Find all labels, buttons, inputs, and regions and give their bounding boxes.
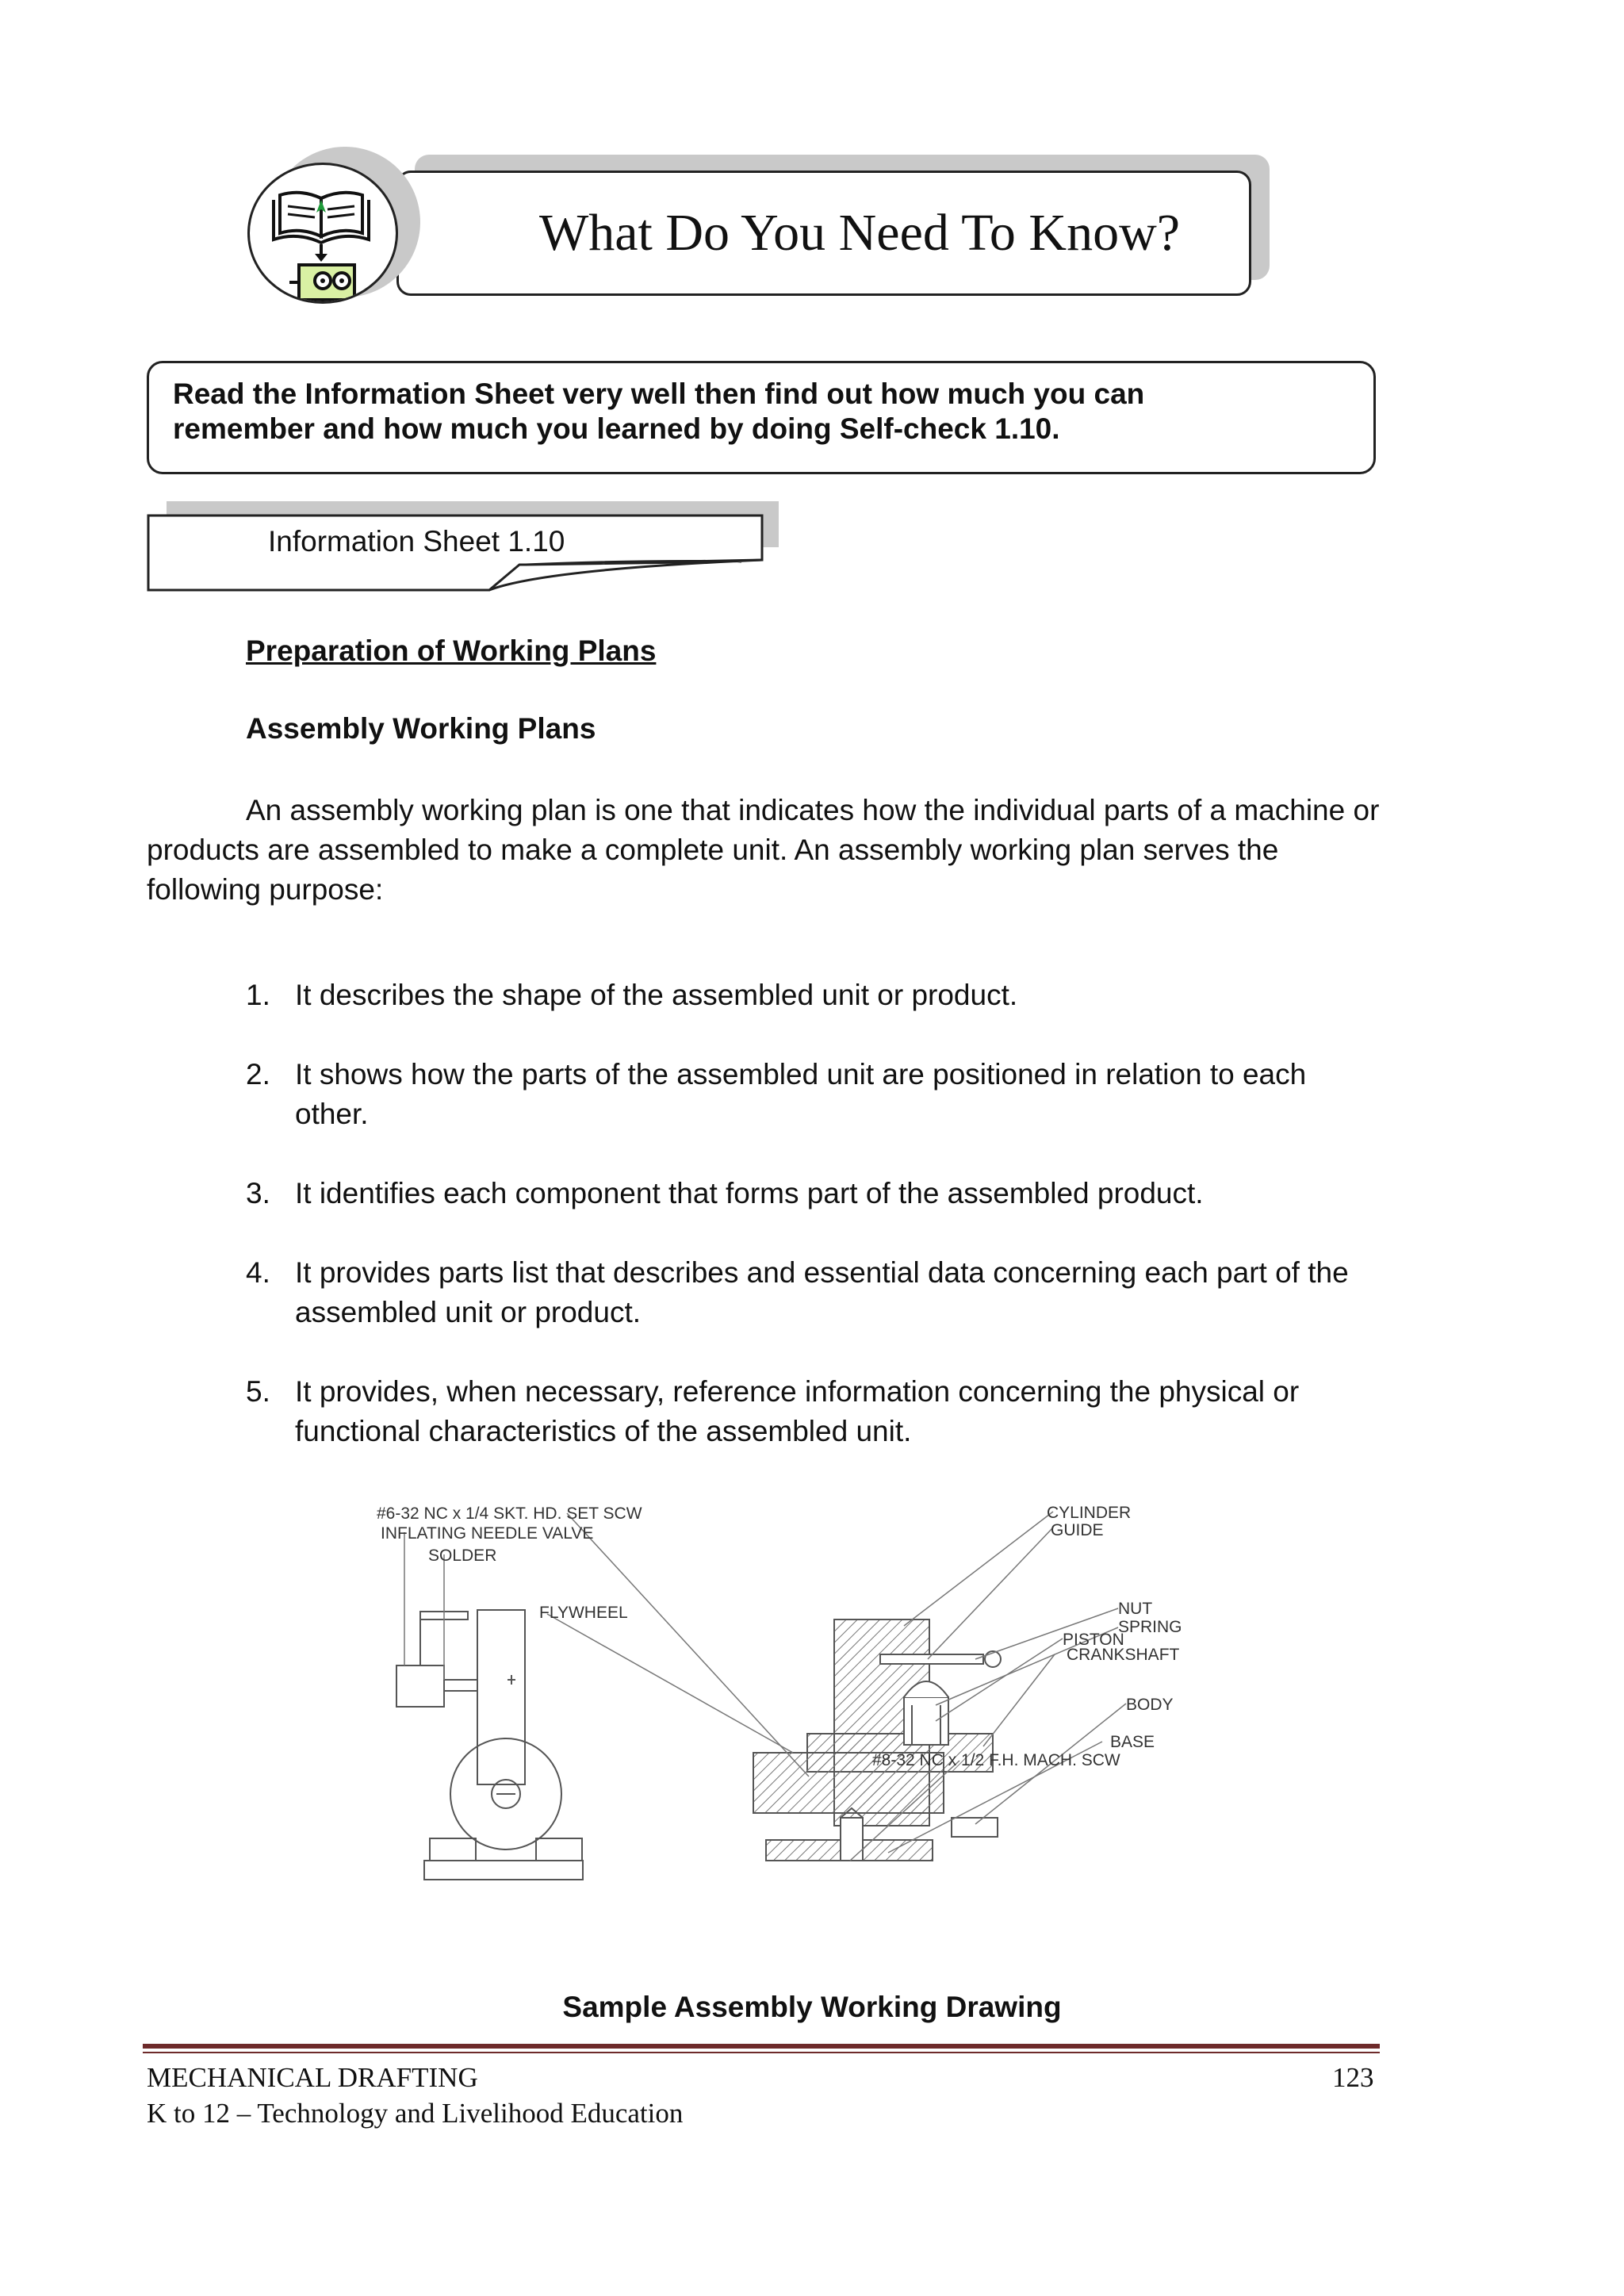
- list-item: [246, 1372, 1388, 1451]
- list-item-number: 4.: [246, 1256, 270, 1289]
- instruction-line-1: Read the Information Sheet very well then find out how much you can: [173, 378, 1145, 410]
- list-item-number: 5.: [246, 1375, 270, 1408]
- info-sheet-label: Information Sheet 1.10: [268, 525, 565, 558]
- label-needle-valve: INFLATING NEEDLE VALVE: [381, 1524, 594, 1543]
- label-solder: SOLDER: [428, 1547, 497, 1565]
- list-item-number: 3.: [246, 1177, 270, 1209]
- book-reader-icon: [247, 163, 398, 304]
- page-number: 123: [1332, 2062, 1374, 2093]
- valve-connector: [444, 1680, 477, 1691]
- footer-subject: MECHANICAL DRAFTING: [147, 2062, 478, 2093]
- needle-valve-body: [396, 1665, 444, 1707]
- cylinder-front: [477, 1610, 525, 1784]
- label-set-screw: #6-32 NC x 1/4 SKT. HD. SET SCW: [377, 1504, 642, 1523]
- list-item-text: It describes the shape of the assembled unit or product.: [295, 979, 1018, 1011]
- list-item-text: It provides, when necessary, reference information concerning the physical or functional characteristics of the assembled unit.: [295, 1375, 1300, 1447]
- list-item-text: It provides parts list that describes and essential data concerning each part of the assembled unit or product.: [295, 1256, 1349, 1328]
- label-crankshaft: CRANKSHAFT: [1067, 1646, 1180, 1664]
- label-piston: PISTON: [1063, 1631, 1124, 1649]
- assembly-drawing: [301, 1491, 1253, 1983]
- label-flywheel: FLYWHEEL: [539, 1604, 628, 1622]
- list-item: [246, 976, 1388, 1015]
- footer-program: K to 12 – Technology and Livelihood Education: [147, 2098, 684, 2129]
- label-guide: GUIDE: [1051, 1521, 1104, 1539]
- list-item: [246, 1055, 1388, 1134]
- list-item: [246, 1253, 1388, 1332]
- page-title: What Do You Need To Know?: [538, 204, 1181, 262]
- section-subheading: Assembly Working Plans: [246, 712, 596, 745]
- purpose-list: [246, 976, 1388, 1491]
- label-nut: NUT: [1118, 1600, 1153, 1618]
- label-base: BASE: [1110, 1733, 1155, 1751]
- label-body: BODY: [1126, 1696, 1174, 1714]
- label-mach-screw: #8-32 NC x 1/2 F.H. MACH. SCW: [872, 1751, 1120, 1769]
- intro-paragraph: An assembly working plan is one that indicates how the individual parts of a machine or products are assembled to make a complete unit. An assembly working plan serves the following purpose:: [147, 794, 1380, 906]
- instruction-text: [173, 377, 1346, 447]
- base-front: [424, 1861, 583, 1880]
- list-item-number: 2.: [246, 1058, 270, 1091]
- footer-rule: [143, 2044, 1380, 2049]
- section-heading: Preparation of Working Plans: [246, 634, 657, 667]
- label-cylinder: CYLINDER: [1047, 1504, 1132, 1522]
- label-spring: SPRING: [1118, 1618, 1182, 1636]
- instruction-line-2: remember and how much you learned by doing Self-check 1.10.: [173, 412, 1060, 445]
- figure-caption: Sample Assembly Working Drawing: [562, 1991, 1062, 2023]
- footer-rule-thin: [143, 2052, 1380, 2053]
- list-item: [246, 1174, 1388, 1213]
- list-item-text: It identifies each component that forms part of the assembled product.: [295, 1177, 1204, 1209]
- list-item-number: 1.: [246, 979, 270, 1011]
- piston: [904, 1697, 948, 1745]
- list-item-text: It shows how the parts of the assembled unit are positioned in relation to each other.: [295, 1058, 1307, 1130]
